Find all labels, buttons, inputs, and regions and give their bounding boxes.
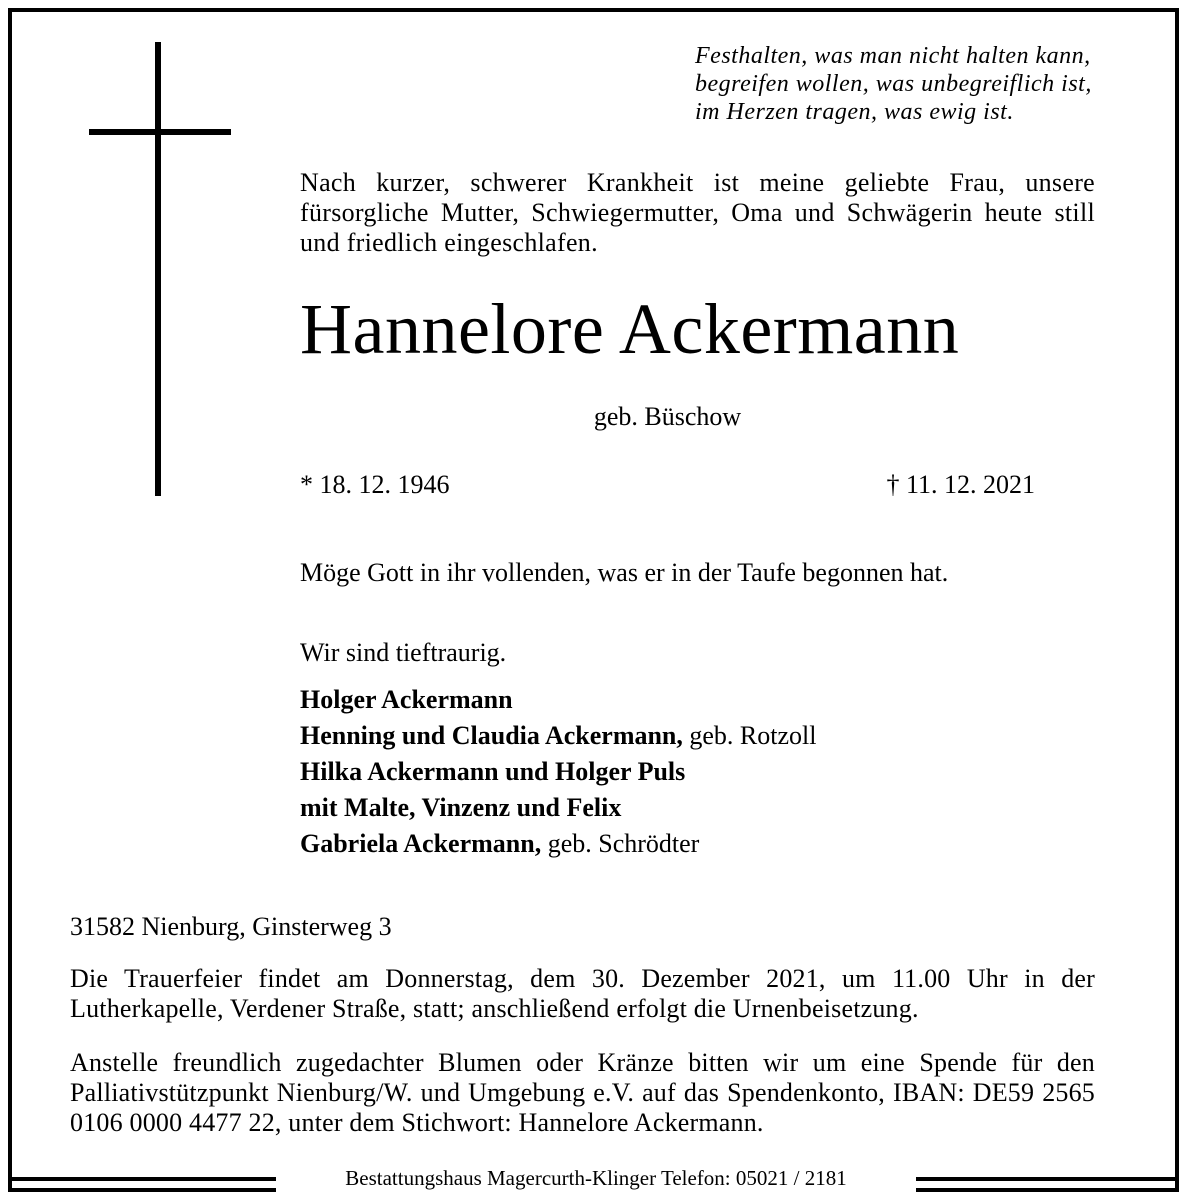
deceased-name: Hannelore Ackermann xyxy=(300,289,960,369)
family-member: mit Malte, Vinzenz und Felix xyxy=(300,793,622,822)
death-date: † 11. 12. 2021 xyxy=(886,470,1035,499)
donation-info: Anstelle freundlich zugedachter Blumen oder Kränze bitten wir um eine Spende für den Palliativstützpunkt Nienburg/W. und Umgebung e.V. auf das Spendenkonto, IBAN: DE59 2565 0106 0000 4477 22, unter dem Stichwort: Hannelore Ackermann. xyxy=(70,1048,1095,1137)
birth-date: * 18. 12. 1946 xyxy=(300,470,450,499)
family-member: Holger Ackermann xyxy=(300,685,513,714)
family-member: Hilka Ackermann und Holger Puls xyxy=(300,757,686,786)
footer-rule-left xyxy=(8,1177,276,1181)
funeral-home-contact: Bestattungshaus Magercurth-Klinger Telefon: 05021 / 2181 xyxy=(345,1166,847,1190)
footer xyxy=(0,1161,1191,1201)
quote-line: begreifen wollen, was unbegreiflich ist, xyxy=(695,71,1092,97)
epigraph-quote xyxy=(695,42,1135,126)
family-member: Henning und Claudia Ackermann, geb. Rotzoll xyxy=(300,721,817,750)
blessing-line: Möge Gott in ihr vollenden, was er in der Taufe begonnen hat. xyxy=(300,558,949,587)
life-dates xyxy=(300,470,1035,500)
maiden-name: geb. Büschow xyxy=(593,402,742,431)
family-member: Gabriela Ackermann, geb. Schrödter xyxy=(300,829,700,858)
funeral-info: Die Trauerfeier findet am Donnerstag, dem 30. Dezember 2021, um 11.00 Uhr in der Lutherkapelle, Verdener Straße, statt; anschließend erfolgt die Urnenbeisetzung. xyxy=(70,964,1095,1023)
cross-icon-vertical xyxy=(155,42,161,496)
mourning-line: Wir sind tieftraurig. xyxy=(300,638,507,667)
quote-line: im Herzen tragen, was ewig ist. xyxy=(695,99,1014,125)
address-line: 31582 Nienburg, Ginsterweg 3 xyxy=(70,912,392,941)
intro-paragraph: Nach kurzer, schwerer Krankheit ist meine geliebte Frau, unsere fürsorgliche Mutter, Schwiegermutter, Oma und Schwägerin heute still und friedlich eingeschlafen. xyxy=(300,168,1095,257)
family-list xyxy=(300,682,816,862)
quote-line: Festhalten, was man nicht halten kann, xyxy=(695,43,1091,69)
footer-rule-right xyxy=(916,1177,1179,1181)
cross-icon-horizontal xyxy=(89,129,231,135)
